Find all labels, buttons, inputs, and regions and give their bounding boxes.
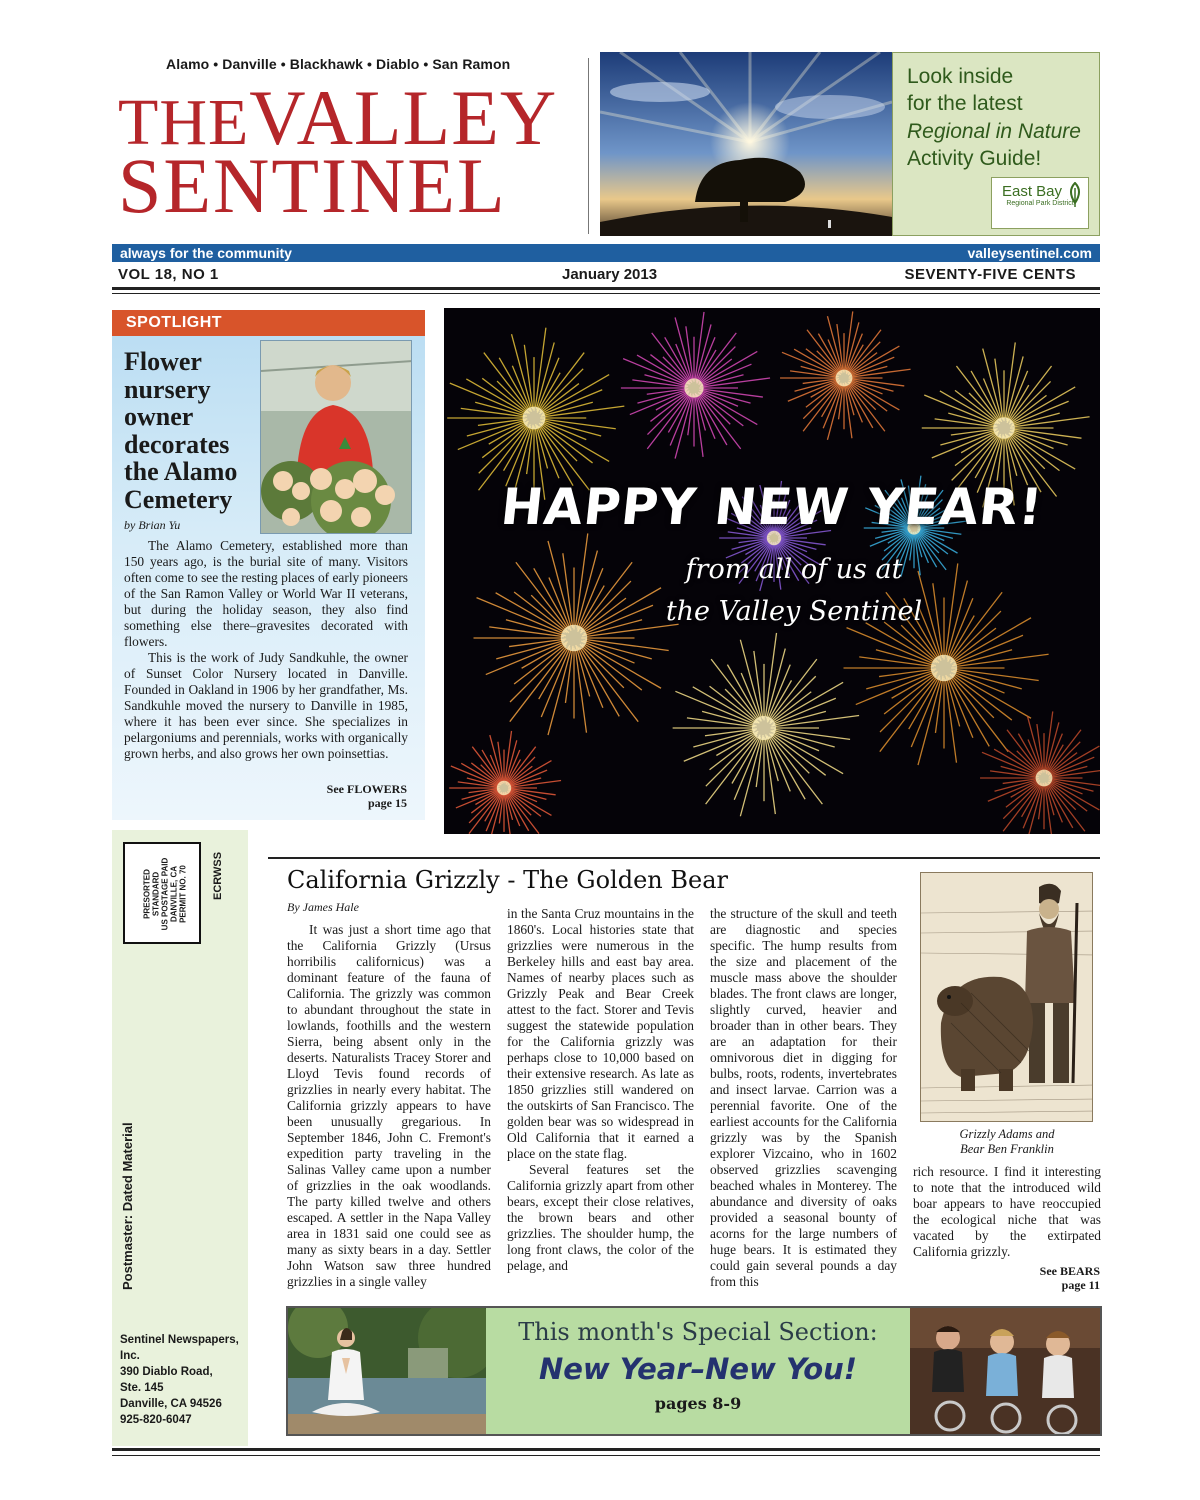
article-paragraph: the structure of the skull and teeth are diagnostic and species specific. The hump results from the size and placement of the muscle mass above the shoulder blades. The front claws are longer, slightly curved, heavier and broader than in other bears. They are an adaptation for their omnivorous diet in digging for bulbs, roots, rodents, invertebrates and insect larvae. Carrion was a perennial favorite. One of the earliest accounts for the California grizzly was by the Spanish explorer Vizcaino, who in 1602 observed grizzlies scavenging beached whales in Monterey. The abundance and diversity of oaks provided a seasonal bounty of acorns for the large numbers of huge bears. It is estimated they could gain several pounds a day from this [710,906,897,1289]
caption-line: Bear Ben Franklin [960,1142,1054,1156]
town-list: Alamo • Danville • Blackhawk • Diablo • San Ramon [166,56,511,72]
nameplate-valley: VALLEY [249,74,558,161]
newspaper-nameplate [118,74,588,229]
article-column-4 [913,1164,1101,1260]
jump-page: page 11 [1061,1278,1100,1292]
postmaster-notice: Postmaster: Dated Material [120,1122,135,1290]
article-paragraph: rich resource. I find it interesting to note that the introduced wild boar appears to have reoccupied the ecological niche that was vacated by the extirpated California grizzly. [913,1164,1101,1259]
mailing-panel [112,830,248,1446]
issue-date: January 2013 [562,266,658,283]
footer-rule-thin [112,1455,1100,1456]
article-paragraph: in the Santa Cruz mountains in the 1860's. Local histories state that grizzlies were numerous in the Berkeley hills and east bay area. Names of nearby places such as Grizzly Peak and Bear Creek attest to the fact. Storer and Tevis suggest the statewide population for the California grizzly was perhaps close to 10,000 based on their extensive research. As late as 1850 grizzlies still wandered on the outskirts of San Francisco. The golden bear was so widespread in Old California that it earned a place on the state flag. [507,906,694,1161]
publisher-address [120,1332,248,1428]
logo-name: East Bay [1001,183,1063,200]
postage-indicia [123,842,201,944]
article-paragraph: It was just a short time ago that the California Grizzly (Ursus horribilis californicus) was a dominant feature of the fauna of California. The grizzly was common to abundant throughout the state in lowlands, foothills and the western Sierra, being absent only in the deserts. Naturalists Tracey Storer and Lloyd Tevis found records of grizzlies in nearly every habitat. The California grizzly appears to have been unusually gregarious. In September 1846, John C. Fremont's expedition party traveling in the Salinas Valley came upon a number of grizzlies in the oak woodlands. The party killed twelve and others escaped. A settler in the Napa Valley area in 1831 said one could see as many as sixty bears in a day. Settler John Watson saw three hundred grizzlies in a single valley [287,922,491,1289]
special-section-banner[interactable] [286,1306,1102,1436]
article-column-3 [710,906,897,1290]
logo-subtitle: Regional Park District [1006,200,1074,207]
promo-line-2: for the latest [907,92,1023,116]
address-line: Danville, CA 94526 [120,1398,222,1410]
promo-line-4: Activity Guide! [907,146,1042,170]
greeting-line-1: from all of us at [685,554,903,585]
see-bears-jump[interactable] [1040,1264,1100,1292]
spotlight-byline: by Brian Yu [124,518,181,532]
indicia-line: PRESORTED [142,869,152,919]
greeting-line-2: the Valley Sentinel [665,596,923,627]
special-section-box [486,1308,910,1434]
indicia-line: DANVILLE, CA [169,866,179,922]
issue-info-row [112,264,1100,286]
address-line: Ste. 145 [120,1382,164,1394]
nameplate-sentinel: SENTINEL [118,141,507,229]
spotlight-body [124,538,408,762]
phone-number: 925-820-6047 [120,1414,192,1426]
website-link[interactable]: valleysentinel.com [967,245,1092,261]
volume-number: VOL 18, NO 1 [118,266,219,283]
indicia-line: US POSTAGE PAID [160,857,170,931]
grizzly-byline: By James Hale [287,900,359,914]
cover-price: SEVENTY-FIVE CENTS [904,266,1076,283]
article-column-2 [507,906,694,1274]
jump-label: See BEARS [1039,1264,1100,1278]
grizzly-headline[interactable]: California Grizzly - The Golden Bear [287,866,728,894]
special-section-title: New Year–New You! [538,1352,857,1386]
spin-class-photo [910,1308,1100,1434]
indicia-line: STANDARD [151,871,161,917]
article-paragraph: Several features set the California grizzly apart from other bears, except their close relatives, the brown bears and other grizzlies. The shoulder hump, the long front claws, the color of the pelage, and [507,1162,694,1273]
header-rule [112,287,1100,290]
ecrwss-label: ECRWSS [212,851,224,900]
tagline-bar [112,244,1100,262]
indicia-line: PERMIT NO. 70 [178,865,188,923]
spotlight-paragraph: The Alamo Cemetery, established more than 150 years ago, is the burial site of many. Visitors often come to see the resting places of early pioneers of the San Ramon Valley or World War II veterans, but during the holiday season, they also find something else there–gravesites decorated with flowers. [124,538,408,649]
nameplate-the: THE [118,86,250,159]
spotlight-paragraph: This is the work of Judy Sandkuhle, the owner of Sunset Color Nursery located in Danville. Founded in Oakland in 1906 by her grandfather, Ms. Sandkuhle moved the nursery to Danville in 1985, where it has been ever since. She specializes in pelargoniums and perennials, works with organically grown herbs, and also grows her own poinsettias. [124,650,408,761]
tagline: always for the community [120,245,292,261]
jump-page: page 15 [368,796,407,810]
yoga-photo [288,1308,486,1434]
address-line: 390 Diablo Road, [120,1366,213,1378]
leaf-icon [1066,182,1084,208]
spotlight-label: SPOTLIGHT [112,310,425,336]
activity-guide-promo[interactable] [892,52,1100,236]
spotlight-section [112,310,425,820]
sunset-tree-photo [600,52,892,236]
special-section-heading: This month's Special Section: [518,1318,878,1346]
article-rule [268,857,1100,859]
promo-line-3: Regional in Nature [907,119,1081,143]
nursery-owner-photo [260,340,412,534]
grizzly-adams-engraving [920,872,1093,1122]
masthead-divider [588,58,589,234]
photo-caption [913,1127,1101,1157]
jump-label: See FLOWERS [326,782,407,796]
spotlight-headline[interactable]: Flower nursery owner decorates the Alamo Cemetery [124,347,238,514]
see-flowers-jump[interactable] [327,782,407,810]
header-rule-thin [112,293,1100,294]
footer-rule [112,1448,1100,1451]
caption-line: Grizzly Adams and [959,1127,1055,1141]
article-column-1 [287,922,491,1290]
address-line: Sentinel Newspapers, Inc. [120,1334,239,1362]
east-bay-parks-logo [991,177,1089,229]
promo-line-1: Look inside [907,65,1014,88]
new-year-fireworks-image [444,308,1100,834]
happy-new-year-headline: HAPPY NEW YEAR! [498,478,1046,536]
special-section-pages: pages 8-9 [654,1394,742,1413]
